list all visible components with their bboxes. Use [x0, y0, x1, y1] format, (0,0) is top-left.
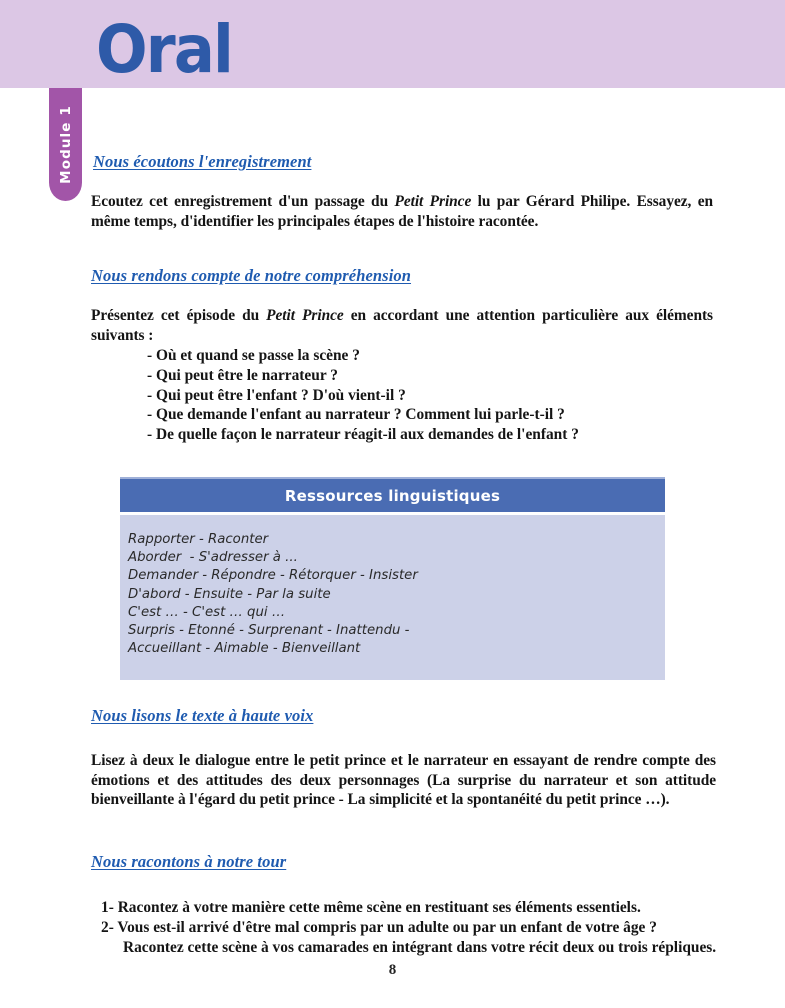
resources-box-title: Ressources linguistiques: [120, 477, 665, 512]
listening-text-before: Ecoutez cet enregistrement d'un passage du: [91, 193, 395, 210]
list-item: - De quelle façon le narrateur réagit-il aux demandes de l'enfant ?: [147, 426, 579, 444]
page-number: 8: [388, 962, 397, 978]
task-number: 1-: [101, 899, 114, 916]
task-text: Vous est-il arrivé d'être mal compris par un adulte ou par un enfant de votre âge ?: [117, 919, 657, 936]
list-item: - Où et quand se passe la scène ?: [147, 347, 360, 364]
page-title: Oral: [96, 11, 233, 88]
module-tab-label: Module 1: [57, 105, 74, 184]
heading-nous-ecoutons: Nous écoutons l'enregistrement: [93, 152, 312, 171]
list-item: - Qui peut être le narrateur ?: [147, 366, 338, 384]
module-tab: [49, 88, 82, 201]
paragraph-reading: Lisez à deux le dialogue entre le petit prince et le narrateur en essayant de rendre compte des émotions et des attitudes des deux personnages (La surprise du narrateur et son attitude bienveillante à l'égard du petit prince - La simplicité et la spontanéité du petit prince …).: [91, 752, 716, 808]
comprehension-question-list: [91, 346, 579, 445]
listening-book-title: Petit Prince: [394, 193, 472, 210]
resources-line: Surpris - Etonné - Surprenant - Inattendu -: [128, 623, 410, 639]
task-text: Racontez à votre manière cette même scène en restituant ses éléments essentiels.: [117, 899, 641, 916]
paragraph-comprehension: [91, 306, 713, 345]
comprehension-book-title: Petit Prince: [266, 307, 344, 324]
resources-box: [120, 477, 665, 680]
resources-box-body: [120, 512, 665, 680]
heading-nous-rendons-compte: Nous rendons compte de notre compréhension: [91, 266, 412, 285]
resources-line: Demander - Répondre - Rétorquer - Insister: [128, 568, 418, 584]
list-item: [91, 918, 716, 958]
resources-line: D'abord - Ensuite - Par la suite: [128, 586, 331, 602]
header-band: [0, 0, 785, 88]
resources-line: Accueillant - Aimable - Bienveillant: [128, 641, 361, 657]
heading-nous-racontons: Nous racontons à notre tour: [91, 852, 287, 871]
list-item: - Que demande l'enfant au narrateur ? Comment lui parle-t-il ?: [147, 406, 565, 424]
list-item: [91, 898, 716, 918]
task-number: 2-: [101, 919, 114, 936]
listening-text-after: lu par Gérard Philipe. Essayez, en même temps, d'identifier les principales étapes de l'histoire racontée.: [91, 193, 713, 230]
paragraph-listening: [91, 192, 713, 231]
resources-line: C'est … - C'est … qui …: [128, 604, 286, 620]
task-continuation: Racontez cette scène à vos camarades en intégrant dans votre récit deux ou trois répliques.: [123, 939, 717, 956]
comprehension-text-before: Présentez cet épisode du: [91, 307, 267, 324]
resources-line: Aborder - S'adresser à ...: [128, 550, 298, 566]
retelling-task-list: [91, 898, 716, 958]
resources-line: Rapporter - Raconter: [128, 532, 269, 547]
heading-nous-lisons: Nous lisons le texte à haute voix: [91, 706, 314, 725]
comprehension-text-after: en accordant une attention particulière aux éléments suivants :: [91, 307, 713, 344]
list-item: - Qui peut être l'enfant ? D'où vient-il ?: [147, 386, 406, 404]
